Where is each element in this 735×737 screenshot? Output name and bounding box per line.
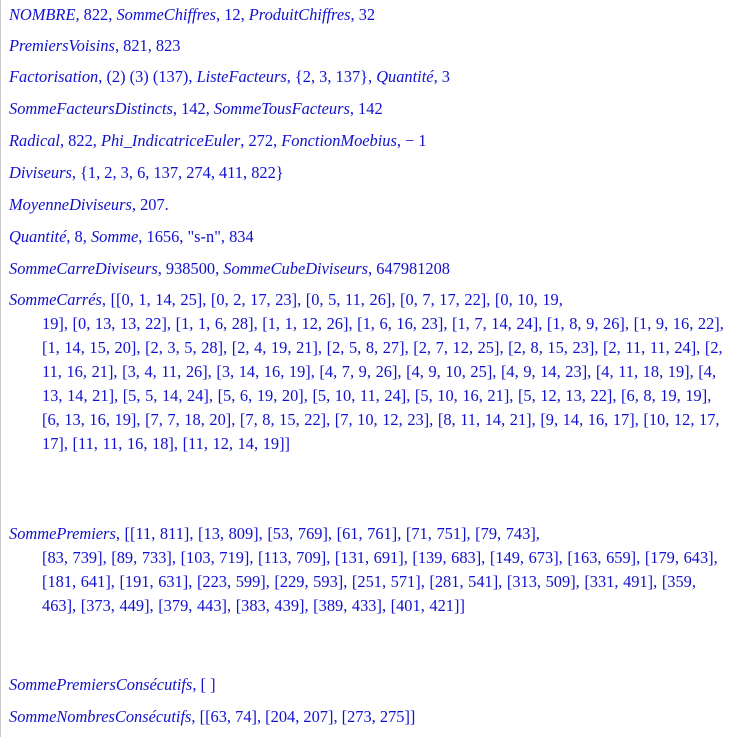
- key-label: Factorisation: [9, 67, 99, 86]
- key-label: FonctionMoebius: [281, 131, 397, 150]
- output-block-somme-carres[interactable]: [9, 288, 730, 456]
- key-label: SommeChiffres: [116, 5, 217, 24]
- key-label: SommePremiersConsécutifs: [9, 675, 193, 694]
- output-line-premiers-voisins[interactable]: [9, 35, 728, 57]
- value-text: , (2) (3) (137),: [98, 67, 197, 86]
- output-line-somme-facteurs[interactable]: [9, 98, 728, 120]
- key-label: MoyenneDiviseurs: [9, 195, 132, 214]
- value-text: , [ ]: [192, 675, 216, 694]
- output-line-radical[interactable]: [9, 130, 728, 152]
- key-label: Diviseurs: [9, 163, 72, 182]
- value-text: , − 1: [396, 131, 427, 150]
- key-label: SommeFacteursDistincts: [9, 99, 173, 118]
- value-text: , 12,: [216, 5, 249, 24]
- value-text: , 32: [350, 5, 376, 24]
- value-text: , 822,: [75, 5, 117, 24]
- key-label: Quantité: [9, 227, 67, 246]
- value-text: , {1, 2, 3, 6, 137, 274, 411, 822}: [71, 163, 284, 182]
- value-text: , 8,: [66, 227, 91, 246]
- value-text: , [[63, 74], [204, 207], [273, 275]]: [191, 707, 416, 726]
- value-text: , 938500,: [157, 259, 224, 278]
- key-label: SommeTousFacteurs: [213, 99, 350, 118]
- key-label: Quantité: [376, 67, 434, 86]
- output-line-nombre[interactable]: [9, 4, 728, 26]
- key-label: SommeCarrés: [9, 290, 102, 309]
- key-label: ListeFacteurs: [196, 67, 287, 86]
- value-text: , 142,: [172, 99, 214, 118]
- key-label: Radical: [9, 131, 60, 150]
- value-text: , 3: [433, 67, 450, 86]
- output-block-somme-premiers[interactable]: [9, 522, 730, 618]
- value-text: , [[0, 1, 14, 25], [0, 2, 17, 23], [0, 5, 11, 26], [0, 7, 17, 22], [0, 10, 19,: [101, 290, 563, 309]
- value-continuation: [83, 739], [89, 733], [103, 719], [113, 709], [131, 691], [139, 683], [149, 673], [163, 659], [179, 643], [181, 641], [191, 631], [223, 599], [229, 593], [251, 571], [281, 541], [313, 509], [331, 491], [359, 463], [373, 449], [379, 443], [383, 439], [389, 433], [401, 421]]: [42, 548, 718, 615]
- key-label: SommeCarreDiviseurs: [9, 259, 158, 278]
- key-label: SommeNombresConsécutifs: [9, 707, 192, 726]
- key-label: PremiersVoisins: [9, 36, 115, 55]
- value-text: , 142: [349, 99, 383, 118]
- value-text: , 1656, "s-n", 834: [138, 227, 254, 246]
- value-continuation: 19], [0, 13, 13, 22], [1, 1, 6, 28], [1, 1, 12, 26], [1, 6, 16, 23], [1, 7, 14, 24], [1, 8, 9, 26], [1, 9, 16, 22], [1, 14, 15, 20], [2, 3, 5, 28], [2, 4, 19, 21], [2, 5, 8, 27], [2, 7, 12, 25], [2, 8, 15, 23], [2, 11, 11, 24], [2, 11, 16, 21], [3, 4, 11, 26], [3, 14, 16, 19], [4, 7, 9, 26], [4, 9, 10, 25], [4, 9, 14, 23], [4, 11, 18, 19], [4, 13, 14, 21], [5, 5, 14, 24], [5, 6, 19, 20], [5, 10, 11, 24], [5, 10, 16, 21], [5, 12, 13, 22], [6, 8, 19, 19], [6, 13, 16, 19], [7, 7, 18, 20], [7, 8, 15, 22], [7, 10, 12, 23], [8, 11, 14, 21], [9, 14, 16, 17], [10, 12, 17, 17], [11, 11, 16, 18], [11, 12, 14, 19]]: [42, 314, 724, 453]
- value-text: , 821, 823: [114, 36, 181, 55]
- output-line-premiers-consecutifs[interactable]: [9, 674, 728, 696]
- key-label: SommePremiers: [9, 524, 116, 543]
- output-line-nombres-consecutifs[interactable]: [9, 706, 728, 728]
- key-label: Somme: [90, 227, 139, 246]
- value-text: , 647981208: [368, 259, 450, 278]
- value-text: , 272,: [240, 131, 282, 150]
- key-label: Phi_IndicatriceEuler: [100, 131, 241, 150]
- key-label: ProduitChiffres: [248, 5, 351, 24]
- key-label: NOMBRE: [9, 5, 76, 24]
- output-line-diviseurs[interactable]: [9, 162, 728, 184]
- output-line-moyenne-diviseurs[interactable]: [9, 194, 728, 216]
- output-line-quantite-somme[interactable]: [9, 226, 728, 248]
- key-label: SommeCubeDiviseurs: [223, 259, 369, 278]
- value-text: , 207.: [131, 195, 169, 214]
- value-text: , 822,: [59, 131, 101, 150]
- value-text: , {2, 3, 137},: [286, 67, 377, 86]
- output-line-factorisation[interactable]: [9, 66, 728, 88]
- output-line-somme-carre-diviseurs[interactable]: [9, 258, 728, 280]
- value-text: , [[11, 811], [13, 809], [53, 769], [61, 761], [71, 751], [79, 743],: [115, 524, 540, 543]
